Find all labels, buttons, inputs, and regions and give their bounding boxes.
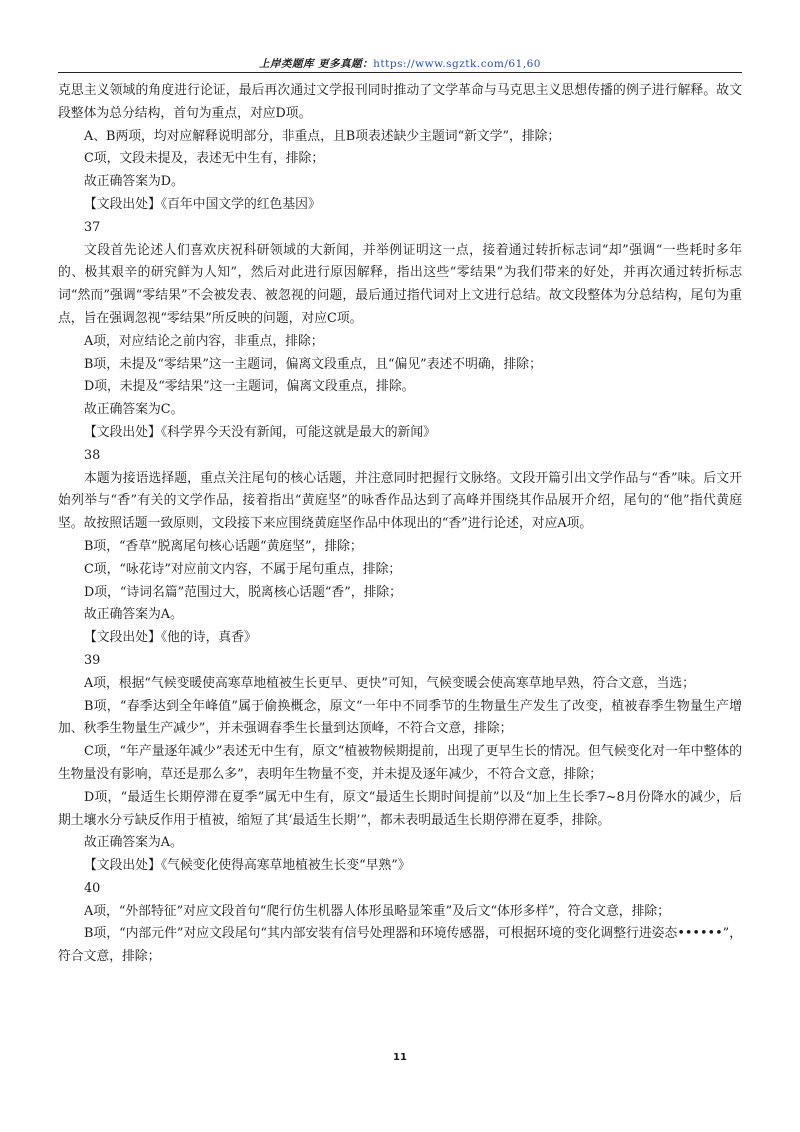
paragraph: D项，未提及“零结果”这一主题词，偏离文段重点，排除。: [84, 379, 415, 395]
source-line: 【文段出处】《百年中国文学的红色基因》: [84, 196, 321, 212]
question-number: 40: [84, 880, 101, 896]
question-number: 37: [84, 219, 101, 235]
page-header: [58, 56, 742, 71]
header-url-link[interactable]: https://www.sgztk.com/61,60: [373, 58, 541, 70]
paragraph: 克思主义领域的角度进行论证，最后再次通过文学报刊同时推动了文学革命与马克思主义思想传播的例子进行解释。故文段整体为总分结构，首句为重点，对应D项。: [58, 83, 742, 121]
paragraph: D项，“最适生长期停滞在夏季”属无中生有，原文“最适生长期时间提前”以及“加上生长季7~8月份降水的减少，后期土壤水分亏缺反作用于植被，缩短了其‘最适生长期’”，都未表明最适生长期停滞在夏季，排除。: [58, 789, 742, 828]
answer-line: 故正确答案为A。: [84, 835, 183, 851]
paragraph: B项，“春季达到全年峰值”属于偷换概念，原文“一年中不同季节的生物量生产发生了改变，植被春季生物量生产增加、秋季生物量生产减少”，并未强调春季生长量到达顶峰，不符合文意，排除；: [58, 698, 742, 737]
answer-line: 故正确答案为C。: [84, 402, 184, 418]
paragraph: B项，未提及“零结果”这一主题词，偏离文段重点，且“偏见”表述不明确，排除；: [84, 356, 542, 372]
answer-line: 故正确答案为D。: [84, 174, 184, 190]
paragraph: D项，“诗词名篇”范围过大，脱离核心话题“香”，排除；: [84, 584, 402, 600]
paragraph: B项，“香草”脱离尾句核心话题“黄庭坚”，排除；: [84, 538, 363, 554]
paragraph: B项，“内部元件”对应文段尾句“其内部安装有信号处理器和环境传感器，可根据环境的变化调整行进姿态••••••”，符合文意，排除；: [58, 926, 742, 965]
paragraph: 本题为接语选择题，重点关注尾句的核心话题，并注意同时把握行文脉络。文段开篇引出文学作品与“香”味。后文开始列举与“香”有关的文学作品，接着指出“黄庭坚”的咏香作品达到了高峰并围绕其作品展开介绍，尾句的“他”指代黄庭坚。故按照话题一致原则，文段接下来应围绕黄庭坚作品中体现出的“香”进行论述，对应A项。: [58, 470, 742, 532]
paragraph: C项，文段未提及，表述无中生有，排除；: [84, 151, 325, 167]
paragraph: 文段首先论述人们喜欢庆祝科研领域的大新闻，并举例证明这一点，接着通过转折标志词“却”强调“一些耗时多年的、极其艰辛的研究鲜为人知”，然后对此进行原因解释，指出这些“零结果”为我们带来的好处，并再次通过转折标志词“然而”强调“零结果”不会被发表、被忽视的问题，最后通过指代词对上文进行总结。故文段整体为分总结构，尾句为重点，旨在强调忽视“零结果”所反映的问题，对应C项。: [58, 242, 742, 326]
paragraph: C项，“咏花诗”对应前文内容，不属于尾句重点，排除；: [84, 561, 402, 577]
question-number: 38: [84, 447, 101, 463]
question-number: 39: [84, 652, 101, 668]
page-body: [58, 80, 742, 969]
paragraph: A项，根据“气候变暖使高寒草地植被生长更早、更快”可知，气候变暖会使高寒草地早熟，符合文意，当选；: [84, 675, 695, 691]
answer-line: 故正确答案为A。: [84, 607, 183, 623]
paragraph: A、B两项，均对应解释说明部分，非重点，且B项表述缺少主题词“新文学”，排除；: [84, 128, 561, 144]
paragraph: A项，对应结论之前内容，非重点，排除；: [84, 333, 324, 349]
page-number: 11: [393, 1052, 407, 1063]
header-divider: [58, 72, 742, 73]
source-line: 【文段出处】《科学界今天没有新闻，可能这就是最大的新闻》: [84, 424, 436, 440]
source-line: 【文段出处】《气候变化使得高寒草地植被生长变“早熟”》: [84, 858, 411, 874]
paragraph: A项，“外部特征”对应文段首句“爬行仿生机器人体形虽略显笨重”及后文“体形多样”，符合文意，排除；: [84, 903, 670, 919]
source-line: 【文段出处】《他的诗，真香》: [84, 630, 257, 646]
header-label: 上岸类题库 更多真题：: [259, 58, 374, 70]
paragraph: C项，“年产量逐年减少”表述无中生有，原文“植被物候期提前，出现了更早生长的情况。但气候变化对一年中整体的生物量没有影响，草还是那么多”，表明年生物量不变，并未提及逐年减少，不符合文意，排除；: [58, 744, 742, 782]
